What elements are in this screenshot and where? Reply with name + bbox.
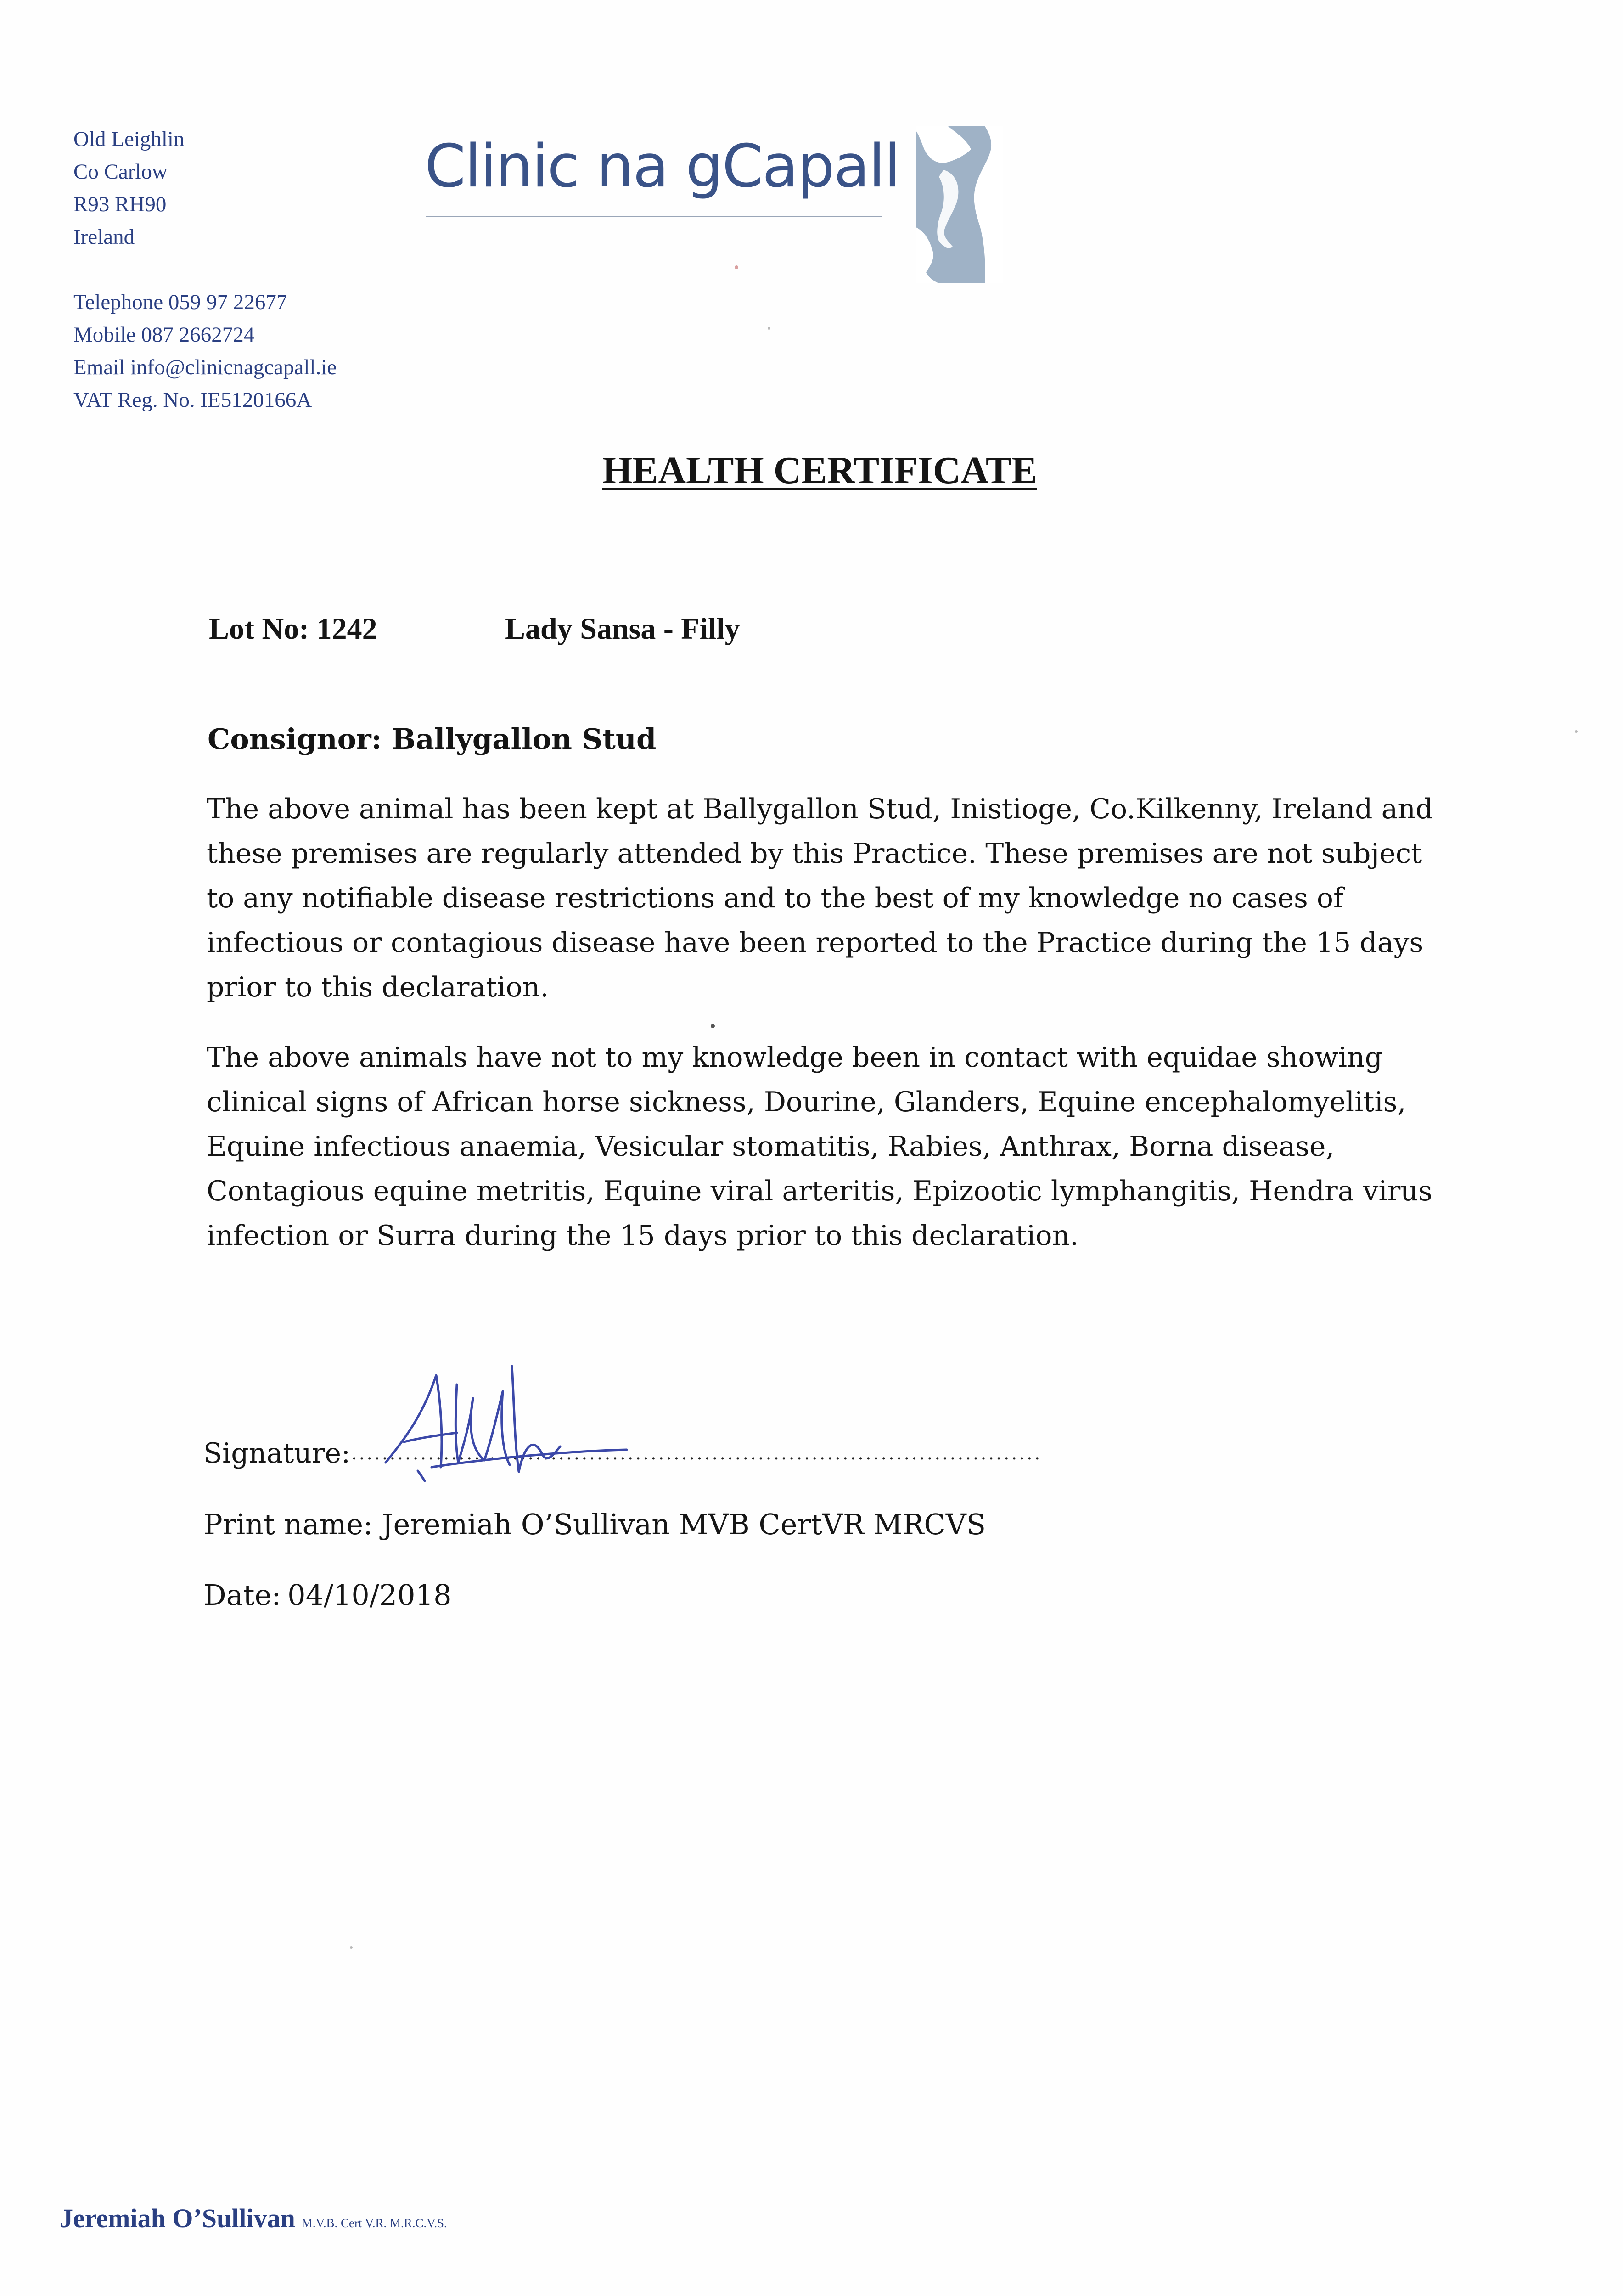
footer-vet-name <box>60 2202 447 2234</box>
address-line: Ireland <box>73 225 135 249</box>
signature-dotted-line: .......................................................................................... <box>351 1443 1042 1464</box>
paragraph-line: infectious or contagious disease have been reported to the Practice during the 15 days <box>207 927 1424 959</box>
horse-logo-icon <box>916 126 1003 283</box>
date-value: 04/10/2018 <box>287 1578 452 1612</box>
mobile-line: Mobile 087 2662724 <box>73 323 255 347</box>
paragraph-line: infection or Surra during the 15 days prior to this declaration. <box>207 1220 1079 1252</box>
scan-speck <box>1575 730 1578 733</box>
declaration-paragraph-diseases <box>207 1035 1437 1258</box>
declaration-paragraph-premises <box>207 787 1437 1010</box>
consignor-line: Consignor: Ballygallon Stud <box>208 722 657 756</box>
certificate-title: HEALTH CERTIFICATE <box>602 449 1037 492</box>
scan-speck <box>735 265 738 269</box>
scan-speck <box>768 327 770 330</box>
email-line: Email info@clinicnagcapall.ie <box>73 355 337 379</box>
paragraph-line: The above animals have not to my knowledge been in contact with equidae showing <box>207 1041 1383 1074</box>
paragraph-line: these premises are regularly attended by this Practice. These premises are not subject <box>207 838 1422 870</box>
date-label: Date: <box>203 1578 281 1612</box>
date-line <box>203 1577 452 1614</box>
handwritten-signature <box>376 1348 647 1486</box>
scan-speck <box>350 1946 353 1949</box>
paragraph-line: Equine infectious anaemia, Vesicular stomatitis, Rabies, Anthrax, Borna disease, <box>207 1131 1335 1163</box>
address-line: R93 RH90 <box>73 192 167 216</box>
lot-number: Lot No: 1242 <box>209 612 377 646</box>
horse-name: Lady Sansa - Filly <box>505 612 740 646</box>
clinic-logo <box>425 124 900 234</box>
signature-label: Signature: <box>203 1437 351 1469</box>
footer-name: Jeremiah O’Sullivan <box>60 2203 295 2233</box>
paragraph-line: to any notifiable disease restrictions and to the best of my knowledge no cases of <box>207 882 1344 914</box>
logo-underline <box>426 216 882 217</box>
logo-wordmark: Clinic na gCapall <box>425 132 900 201</box>
paragraph-line: prior to this declaration. <box>207 971 549 1003</box>
print-name-line: Print name: Jeremiah O’Sullivan MVB CertVR MRCVS <box>203 1508 986 1541</box>
paragraph-line: Contagious equine metritis, Equine viral arteritis, Epizootic lymphangitis, Hendra virus <box>207 1175 1432 1207</box>
paragraph-line: The above animal has been kept at Ballygallon Stud, Inistioge, Co.Kilkenny, Ireland and <box>207 793 1433 825</box>
address-line: Old Leighlin <box>73 127 185 151</box>
address-spacer <box>73 253 487 286</box>
vat-line: VAT Reg. No. IE5120166A <box>73 388 312 412</box>
footer-qualifications: M.V.B. Cert V.R. M.R.C.V.S. <box>301 2216 447 2230</box>
telephone-line: Telephone 059 97 22677 <box>73 290 287 314</box>
address-line: Co Carlow <box>73 160 168 184</box>
paragraph-line: clinical signs of African horse sickness, Dourine, Glanders, Equine encephalomyelitis, <box>207 1086 1406 1118</box>
scan-speck <box>711 1024 715 1028</box>
